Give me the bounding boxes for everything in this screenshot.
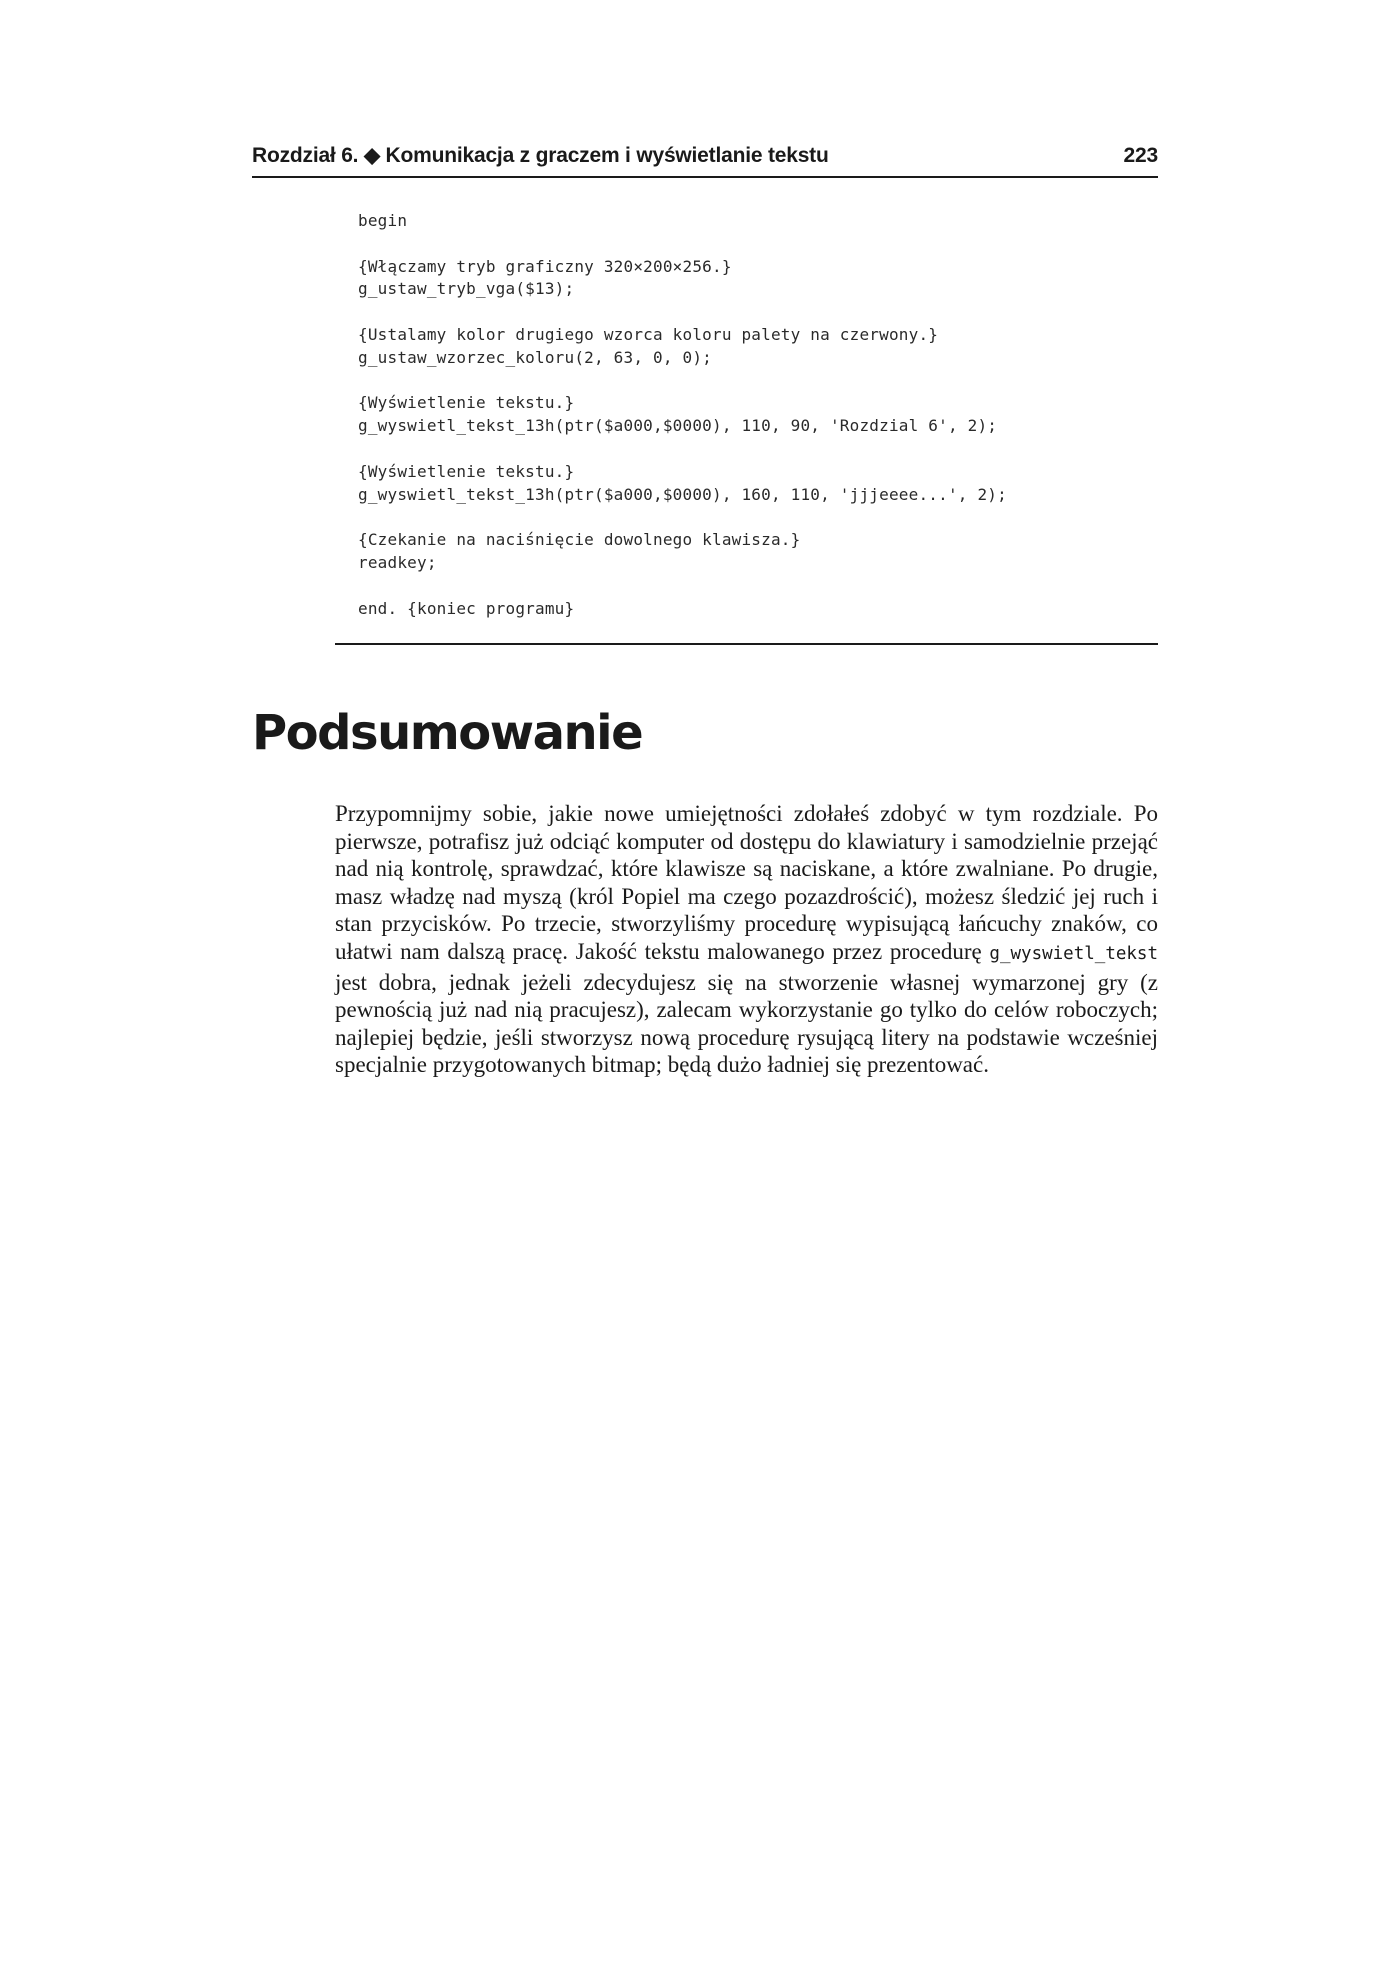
code-rule xyxy=(335,643,1158,645)
section-title: Podsumowanie xyxy=(252,705,643,761)
code-line: {Wyświetlenie tekstu.} xyxy=(358,393,575,413)
code-line: g_wyswietl_tekst_13h(ptr($a000,$0000), 110, 90, 'Rozdzial 6', 2); xyxy=(358,416,998,436)
code-gap xyxy=(358,233,1158,256)
code-gap xyxy=(358,370,1158,393)
paragraph-text-after: jest dobra, jednak jeżeli zdecydujesz się na stworzenie własnej wymarzonej gry (z pewnością już nad nią pracujesz), zalecam wykorzystanie go tylko do celów roboczych; najlepiej będzie, jeśli stworzysz nową procedurę rysującą litery na podstawie wcześniej specjalnie przygotowanych bitmap; będą dużo ładniej się prezentować. xyxy=(335,969,1158,1078)
summary-paragraph xyxy=(335,800,1158,1079)
code-line: {Ustalamy kolor drugiego wzorca koloru palety na czerwony.} xyxy=(358,324,939,344)
header-rule xyxy=(252,176,1158,178)
paragraph-text-before: Przypomnijmy sobie, jakie nowe umiejętności zdołałeś zdobyć w tym rozdziale. Po pierwsze, potrafisz już odciąć komputer od dostępu do klawiatury i samodzielnie przejąć nad nią kontrolę, sprawdzać, które klawisze są naciskane, a które zwalniane. Po drugie, masz władzę nad myszą (król Popiel ma czego pozazdrościć), możesz śledzić jej ruch i stan przycisków. Po trzecie, stworzyliśmy procedurę wypisującą łańcuchy znaków, co ułatwi nam dalszą pracę. Jakość tekstu malowanego przez procedurę xyxy=(335,801,1158,964)
code-line: end. {koniec programu} xyxy=(358,598,575,618)
code-line: g_ustaw_tryb_vga($13); xyxy=(358,279,575,299)
code-line: readkey; xyxy=(358,552,437,572)
code-gap xyxy=(358,301,1158,324)
code-gap xyxy=(358,506,1158,529)
code-line: {Włączamy tryb graficzny 320×200×256.} xyxy=(358,256,732,276)
code-line: {Czekanie na naciśnięcie dowolnego klawisza.} xyxy=(358,530,801,550)
code-line: g_ustaw_wzorzec_koloru(2, 63, 0, 0); xyxy=(358,347,712,367)
code-listing xyxy=(358,210,1158,620)
code-line: begin xyxy=(358,211,408,230)
code-line: g_wyswietl_tekst_13h(ptr($a000,$0000), 160, 110, 'jjjeeee...', 2); xyxy=(358,484,1007,504)
code-line: {Wyświetlenie tekstu.} xyxy=(358,461,575,481)
inline-code: g_wyswietl_tekst xyxy=(989,943,1158,964)
code-gap xyxy=(358,575,1158,598)
code-gap xyxy=(358,438,1158,461)
chapter-title: Rozdział 6. ◆ Komunikacja z graczem i wyświetlanie tekstu xyxy=(252,144,829,167)
page-number: 223 xyxy=(1123,144,1158,167)
running-header xyxy=(252,143,1158,168)
